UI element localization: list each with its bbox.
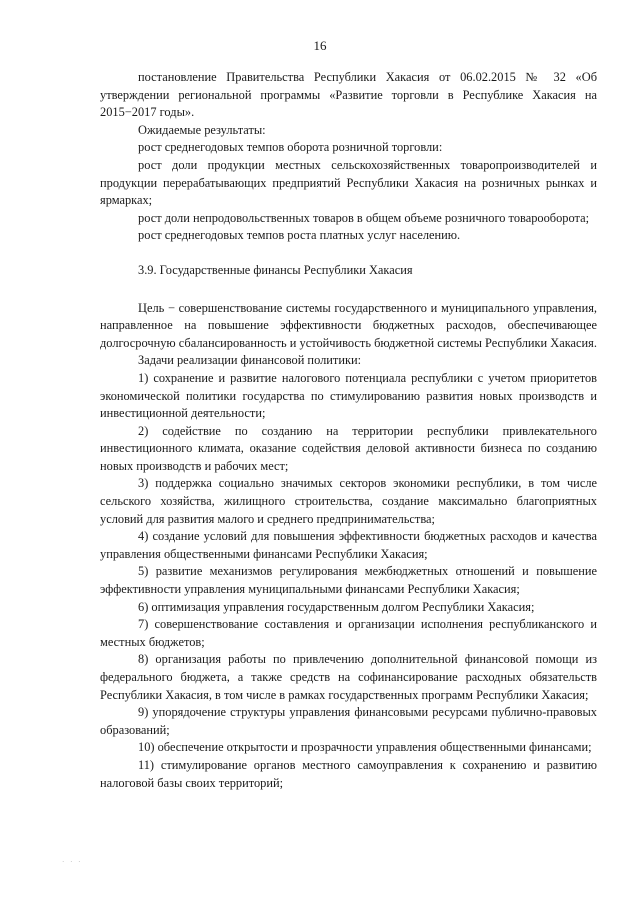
list-item: 9) упорядочение структуры управления финансовыми ресурсами публично-правовых образований; [100,705,597,737]
page-number: 16 [313,38,327,53]
list-item: 4) создание условий для повышения эффективности бюджетных расходов и качества управления общественными финансами Республики Хакасия; [100,529,597,561]
paragraph: рост доли непродовольственных товаров в общем объеме розничного товарооборота; [138,210,590,225]
list-item: 7) совершенствование составления и организации исполнения республиканского и местных бюджетов; [100,617,597,649]
section-heading: 3.9. Государственные финансы Республики Хакасия [138,262,413,277]
list-item: 3) поддержка социально значимых секторов экономики республики, в том числе сельского хозяйства, жилищного строительства, создание максимально благоприятных условий для развития малого и среднего предпринимательства; [100,476,597,526]
document-body [100,69,597,792]
paragraph: рост среднегодовых темпов роста платных услуг населению. [138,228,461,243]
list-item: 6) оптимизация управления государственным долгом Республики Хакасия; [138,599,535,614]
list-item: 5) развитие механизмов регулирования межбюджетных отношений и повышение эффективности управления муниципальными финансами Республики Хакасия; [100,564,597,597]
list-item: 11) стимулирование органов местного самоуправления к сохранению и развитию налоговой базы своих территорий; [100,757,597,790]
paragraph: Задачи реализации финансовой политики: [138,353,362,368]
scan-artifact-mark: · · · [62,858,83,866]
list-item: 8) организация работы по привлечению дополнительной финансовой помощи из федерального бюджета, а также средств на софинансирование расходных обязательств Республики Хакасия, в том числе в рамках государственных программ Республики Хакасия; [100,652,597,702]
list-item: 2) содействие по созданию на территории республики привлекательного инвестиционного климата, оказание содействия деловой активности бизнеса по созданию новых производств и рабочих мест; [100,423,597,473]
paragraph: рост среднегодовых темпов оборота розничной торговли: [138,140,443,155]
list-item: 1) сохранение и развитие налогового потенциала республики с учетом приоритетов экономической политики государства по стимулированию развития новых производств и инвестиционной деятельности; [100,370,597,421]
paragraph: Ожидаемые результаты: [138,122,266,137]
list-item: 10) обеспечение открытости и прозрачности управления общественными финансами; [138,740,592,755]
paragraph: постановление Правительства Республики Хакасия от 06.02.2015 № 32 «Об утверждении региональной программы «Развитие торговли в Республике Хакасия на 2015−2017 годы». [100,70,597,120]
paragraph: рост доли продукции местных сельскохозяйственных товаропроизводителей и продукции перерабатывающих предприятий Республики Хакасия на розничных рынках и ярмарках; [100,157,597,208]
paragraph: Цель − совершенствование системы государственного и муниципального управления, направленное на повышение эффективности бюджетных расходов, обеспечивающее долгосрочную сбалансированность и устойчивость бюджетной системы Республики Хакасия. [100,300,597,350]
